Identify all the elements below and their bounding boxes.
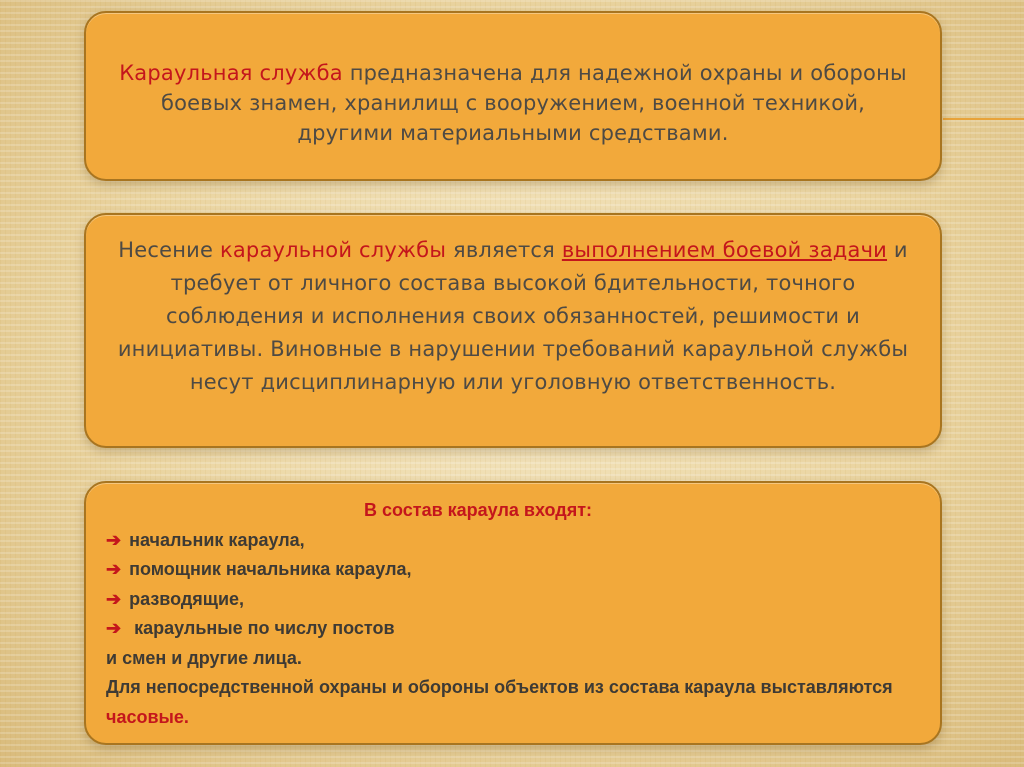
closing-text	[106, 673, 920, 732]
list-continuation: и смен и другие лица.	[106, 647, 302, 668]
arrow-right-icon: ➔	[106, 529, 122, 550]
duty-highlight: караульной службы	[219, 238, 447, 262]
combat-task-link[interactable]: выполнением боевой задачи	[561, 238, 888, 262]
list-item-label: помощник начальника караула,	[129, 559, 412, 579]
term-highlight: Караульная служба	[119, 61, 343, 85]
sentries-highlight: часовые.	[106, 706, 189, 727]
arrow-right-icon: ➔	[106, 588, 122, 609]
duty-text	[110, 234, 916, 399]
duty-part2: является	[446, 238, 562, 262]
definition-box	[84, 11, 942, 181]
list-item	[106, 526, 920, 556]
closing-body: Для непосредственной охраны и обороны объектов из состава караула выставляются	[106, 677, 893, 697]
list-item	[106, 614, 920, 644]
definition-body: предназначена для надежной охраны и обороны боевых знамен, хранилищ с вооружением, военной техникой, другими материальными средствами.	[160, 61, 907, 145]
list-item	[106, 585, 920, 615]
list-item-label: караульные по числу постов	[129, 618, 395, 638]
accent-line	[943, 118, 1024, 120]
composition-box	[84, 481, 942, 745]
arrow-right-icon: ➔	[106, 559, 122, 579]
arrow-right-icon: ➔	[106, 618, 122, 638]
list-item-label: разводящие,	[129, 588, 245, 609]
list-item	[106, 555, 920, 585]
duty-part3: и требует от личного состава высокой бдительности, точного соблюдения и исполнения своих обязанностей, решимости и инициативы. Виновные в нарушении требований караульной службы несут дисциплинарную или уголовную ответственность.	[117, 238, 909, 394]
list-item-label: начальник караула,	[129, 529, 305, 550]
composition-list	[106, 496, 920, 732]
duty-part1: Несение	[118, 238, 220, 262]
composition-heading: В состав караула входят:	[363, 500, 593, 520]
duty-box	[84, 213, 942, 448]
definition-text	[110, 58, 916, 148]
